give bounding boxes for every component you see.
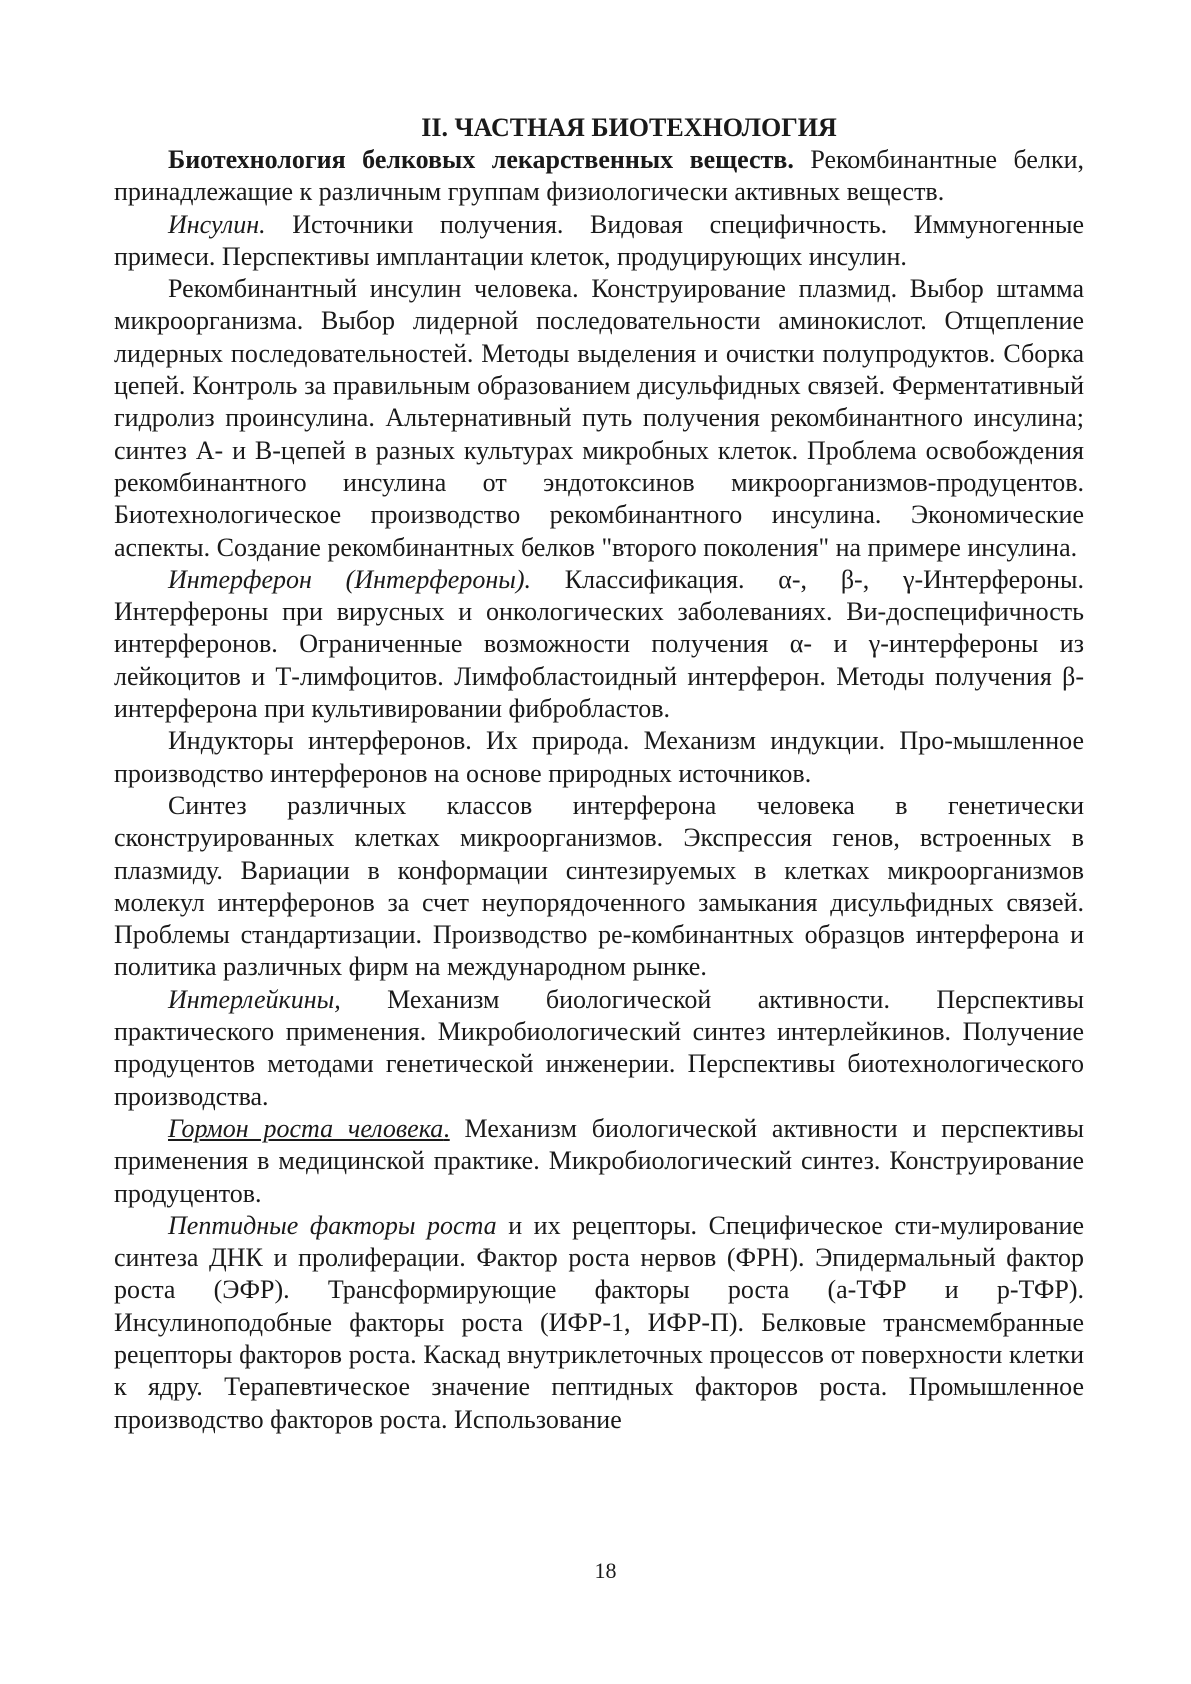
paragraph-text: Синтез различных классов интерферона человека в генетически сконструированных клетках микроорганизмов. Экспрессия генов, встроенных в плазмиду. Вариации в конформации синтезируемых в клетках микроорганизмов молекул интерферонов за счет неупорядоченного замыкания дисульфидных связей. Проблемы стандартизации. Производство ре-комбинантных образцов интерферона и политика различных фирм на международном рынке.	[114, 790, 1084, 982]
paragraph-interferon-synthesis	[114, 790, 1084, 984]
page-content	[114, 112, 1084, 1436]
paragraph-lead: Пептидные факторы роста	[168, 1210, 497, 1240]
paragraph-text: Механизм биологической активности. Перспективы практического применения. Микробиологический синтез интерлейкинов. Получение продуцентов методами генетической инженерии. Перспективы биотехнологического производства.	[114, 984, 1084, 1111]
paragraph-text: Источники получения. Видовая специфичность. Иммуногенные примеси. Перспективы имплантации клеток, продуцирующих инсулин.	[114, 209, 1084, 271]
paragraph-interleukins	[114, 984, 1084, 1113]
paragraph-lead: Биотехнология белковых лекарственных веществ.	[168, 145, 794, 174]
paragraph-lead-dot: .	[443, 1113, 450, 1143]
paragraph-protein-drugs	[114, 144, 1084, 209]
paragraph-text: Индукторы интерферонов. Их природа. Механизм индукции. Про-мышленное производство интерферонов на основе природных источников.	[114, 726, 1084, 788]
page-number: 18	[594, 1558, 617, 1583]
paragraph-text: Рекомбинантные белки, принадлежащие к различным группам физиологически активных веществ.	[114, 145, 1084, 207]
paragraph-interferon-inducers	[114, 725, 1084, 790]
paragraph-insulin	[114, 209, 1084, 274]
paragraph-growth-hormone	[114, 1113, 1084, 1210]
paragraph-interferon	[114, 564, 1084, 725]
paragraph-lead: Интерферон (Интерфероны).	[168, 564, 531, 594]
paragraph-lead: Гормон роста человека	[168, 1113, 444, 1143]
paragraph-lead: Инсулин.	[168, 209, 266, 239]
paragraph-lead: Интерлейкины,	[168, 984, 341, 1014]
paragraph-text: Рекомбинантный инсулин человека. Конструирование плазмид. Выбор штамма микроорганизма. Выбор лидерной последовательности аминокислот. Отщепление лидерных последовательностей. Методы выделения и очистки полупродуктов. Сборка цепей. Контроль за правильным образованием дисульфидных связей. Ферментативный гидролиз проинсулина. Альтернативный путь получения рекомбинантного инсулина; синтез А- и В-цепей в разных культурах микробных клеток. Проблема освобождения рекомбинантного инсулина от эндотоксинов микроорганизмов-продуцентов. Биотехнологическое производство рекомбинантного инсулина. Экономические аспекты. Создание рекомбинантных белков "второго поколения" на примере инсулина.	[114, 274, 1084, 562]
section-title: II. ЧАСТНАЯ БИОТЕХНОЛОГИЯ	[421, 113, 837, 142]
paragraph-text: Механизм биологической активности и перспективы применения в медицинской практике. Микробиологический синтез. Конструирование продуцентов.	[114, 1113, 1084, 1208]
paragraph-recombinant-insulin	[114, 273, 1084, 564]
paragraph-peptide-growth-factors	[114, 1210, 1084, 1436]
paragraph-text: Классификация. α-, β-, γ-Интерфероны. Интерфероны при вирусных и онкологических заболеваниях. Ви-доспецифичность интерферонов. Ограниченные возможности получения α- и γ-интерфероны из лейкоцитов и Т-лимфоцитов. Лимфобластоидный интерферон. Методы получения β-интерферона при культивировании фибробластов.	[114, 564, 1085, 724]
paragraph-text: и их рецепторы. Специфическое сти-мулирование синтеза ДНК и пролиферации. Фактор роста нервов (ФРН). Эпидермальный фактор роста (ЭФР). Трансформирующие факторы роста (а-ТФР и р-ТФР). Инсулиноподобные факторы роста (ИФР-1, ИФР-П). Белковые трансмембранные рецепторы факторов роста. Каскад внутриклеточных процессов от поверхности клетки к ядру. Терапевтическое значение пептидных факторов роста. Промышленное производство факторов роста. Использование	[114, 1210, 1084, 1434]
